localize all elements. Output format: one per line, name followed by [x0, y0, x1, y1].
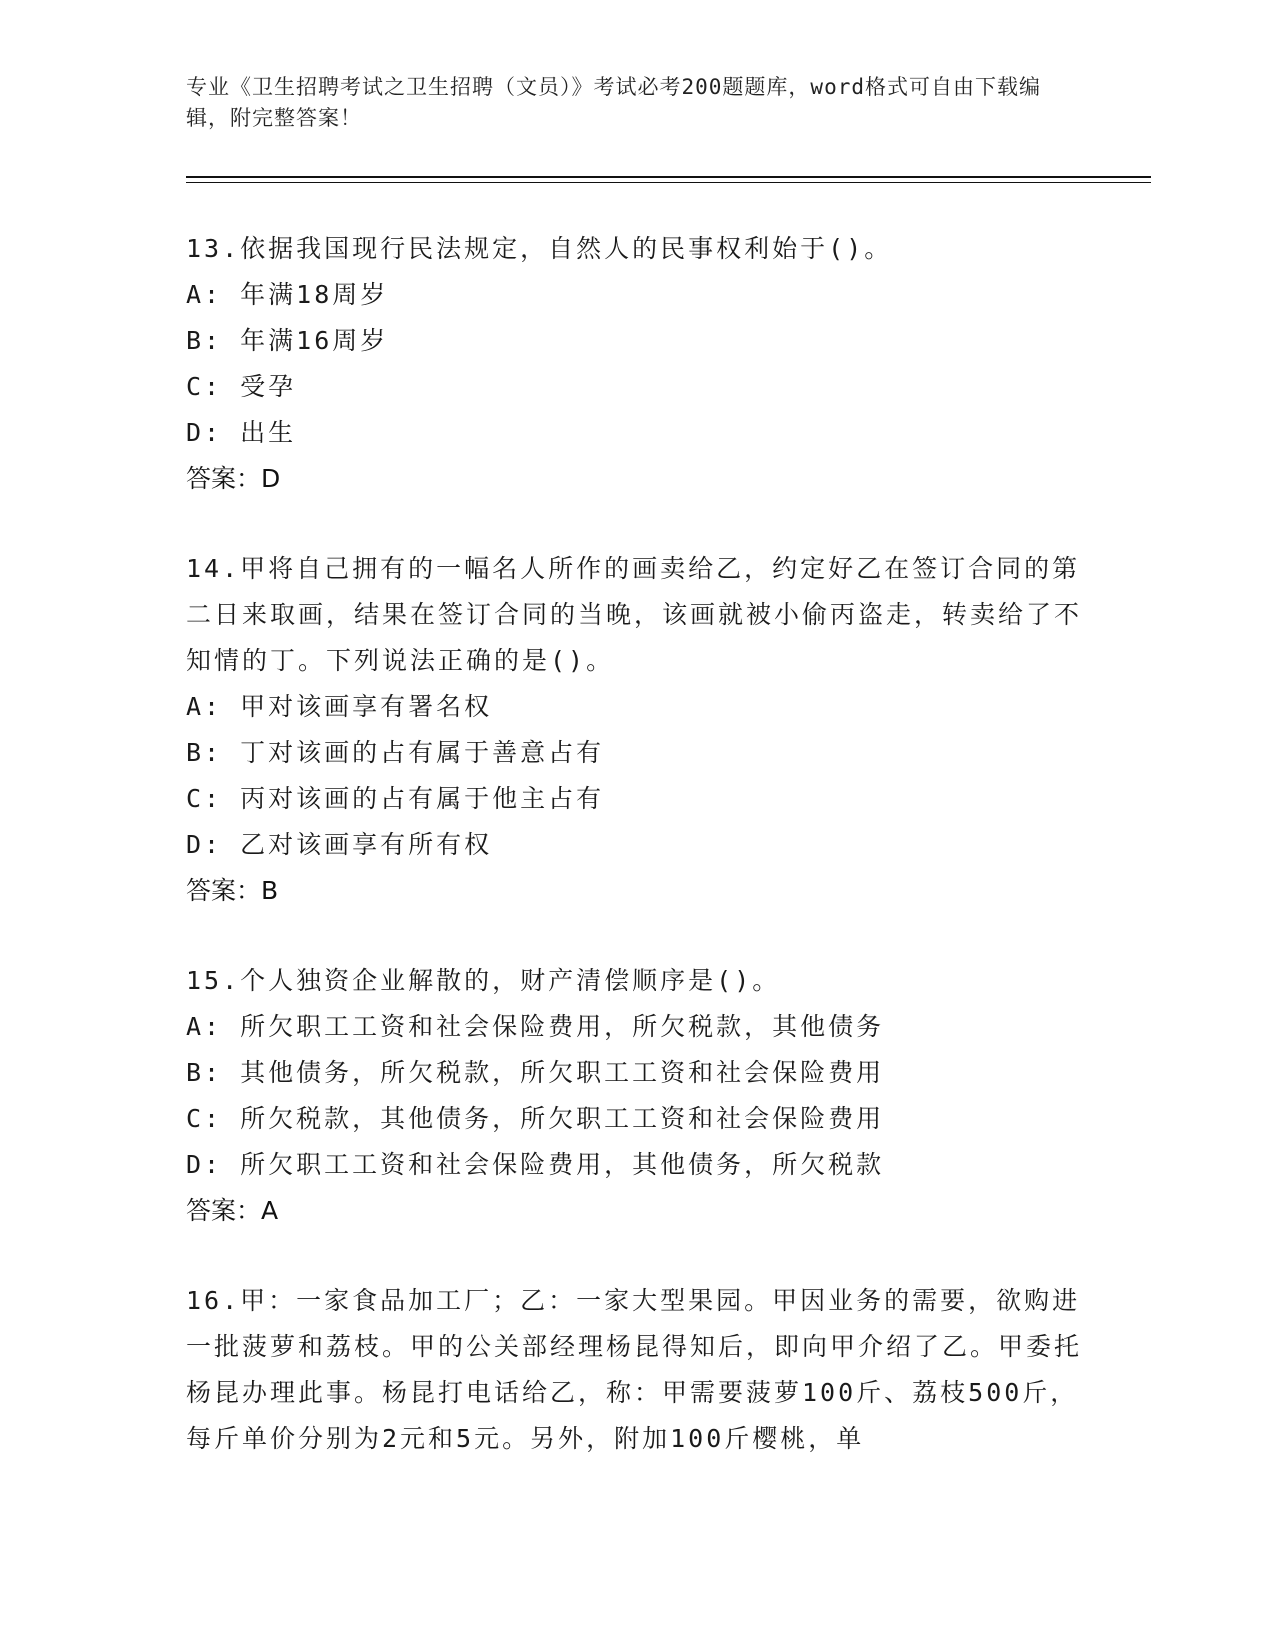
question-14 [186, 546, 1086, 914]
header-divider-thick [186, 176, 1151, 178]
answer-line: 答案：A [186, 1196, 279, 1225]
option-a: A: 年满18周岁 [186, 280, 389, 309]
header-divider-thin [186, 182, 1151, 183]
question-list [186, 226, 1086, 1506]
question-stem: 15.个人独资企业解散的，财产清偿顺序是()。 [186, 966, 781, 995]
question-15 [186, 958, 1086, 1234]
question-stem: 14.甲将自己拥有的一幅名人所作的画卖给乙，约定好乙在签订合同的第二日来取画，结果在签订合同的当晚，该画就被小偷丙盗走，转卖给了不知情的丁。下列说法正确的是()。 [186, 554, 1083, 675]
header-text: 专业《卫生招聘考试之卫生招聘（文员）》考试必考200题题库，word格式可自由下载编辑，附完整答案！ [186, 75, 1041, 130]
option-b: B: 丁对该画的占有属于善意占有 [186, 738, 605, 767]
option-d: D: 出生 [186, 418, 297, 447]
question-stem: 16.甲：一家食品加工厂；乙：一家大型果园。甲因业务的需要，欲购进一批菠萝和荔枝。甲的公关部经理杨昆得知后，即向甲介绍了乙。甲委托杨昆办理此事。杨昆打电话给乙，称：甲需要菠萝100斤、荔枝500斤，每斤单价分别为2元和5元。另外，附加100斤樱桃，单 [186, 1286, 1083, 1453]
option-b: B: 年满16周岁 [186, 326, 389, 355]
option-a: A: 所欠职工工资和社会保险费用，所欠税款，其他债务 [186, 1012, 885, 1041]
option-c: C: 所欠税款，其他债务，所欠职工工资和社会保险费用 [186, 1104, 885, 1133]
document-header [186, 72, 1066, 134]
option-c: C: 受孕 [186, 372, 297, 401]
option-b: B: 其他债务，所欠税款，所欠职工工资和社会保险费用 [186, 1058, 885, 1087]
option-c: C: 丙对该画的占有属于他主占有 [186, 784, 605, 813]
question-16 [186, 1278, 1086, 1462]
question-13 [186, 226, 1086, 502]
option-d: D: 所欠职工工资和社会保险费用，其他债务，所欠税款 [186, 1150, 885, 1179]
answer-line: 答案：D [186, 464, 281, 493]
answer-line: 答案：B [186, 876, 279, 905]
option-d: D: 乙对该画享有所有权 [186, 830, 493, 859]
question-stem: 13.依据我国现行民法规定，自然人的民事权利始于()。 [186, 234, 893, 263]
option-a: A: 甲对该画享有署名权 [186, 692, 493, 721]
